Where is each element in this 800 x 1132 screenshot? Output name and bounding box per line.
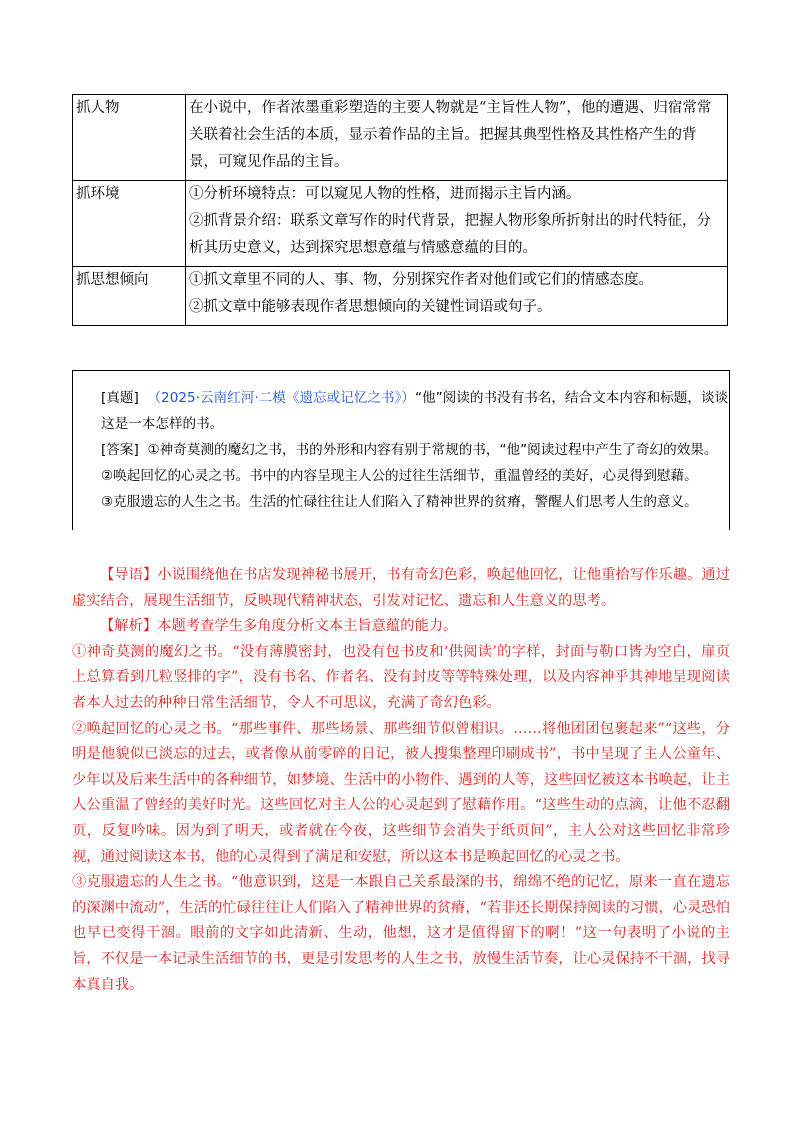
method-description — [186, 181, 728, 267]
analysis-label: 【解析】 — [100, 618, 158, 635]
question-box — [72, 370, 730, 530]
question-prompt: “他”阅读的书没有书名，结合文本内容和标题，谈谈这是一本怎样的书。 — [101, 390, 729, 432]
answer-point-3: ③克服遗忘的人生之书。生活的忙碌往往让人们陷入了精神世界的贫瘠，警醒人们思考人生的意义。 — [101, 494, 698, 510]
guide-paragraph — [72, 563, 730, 614]
method-name: 抓环境 — [73, 181, 186, 267]
answer-tag: [答案] — [101, 442, 139, 458]
analysis-text: 本题考查学生多角度分析文本主旨意蕴的能力。 — [157, 618, 458, 635]
method-line: ②抓背景介绍：联系文章写作的时代背景，把握人物形象所折射出的时代特征，分析其历史意义，达到探究思想意蕴与情感意蕴的目的。 — [189, 213, 711, 256]
method-line: ②抓文章中能够表现作者思想倾向的关键性词语或句子。 — [189, 299, 552, 315]
answer-point-2: ②唤起回忆的心灵之书。书中的内容呈现主人公的过往生活细节，重温曾经的美好，心灵得到慰藉。 — [101, 468, 698, 484]
analysis-section — [72, 563, 730, 998]
method-line: ①抓文章里不同的人、事、物，分别探究作者对他们或它们的情感态度。 — [189, 272, 653, 288]
methods-table — [72, 94, 728, 326]
method-description — [186, 267, 728, 326]
analysis-point-3: ③克服遗忘的人生之书。“他意识到，这是一本跟自己关系最深的书，绵绵不绝的记忆，原来一直在遗忘的深渊中流动”，生活的忙碌往往让人们陷入了精神世界的贫瘠，“若非还长期保持阅读的习惯，心灵恐怕也早已变得干涸。眼前的文字如此清新、生动，他想，这才是值得留下的啊！”这一句表明了小说的主旨，不仅是一本记录生活细节的书，更是引发思考的人生之书，放慢生活节奏，让心灵保持不干涸，找寻本真自我。 — [72, 874, 730, 993]
method-description — [186, 95, 728, 181]
guide-label: 【导语】 — [100, 567, 158, 583]
method-line: ①分析环境特点：可以窥见人物的性格，进而揭示主旨内涵。 — [189, 186, 581, 202]
analysis-paragraph — [72, 614, 730, 640]
guide-text: 小说围绕他在书店发现神秘书展开，书有奇幻色彩，唤起他回忆，让他重拾写作乐趣。通过虚实结合，展现生活细节，反映现代精神状态，引发对记忆、遗忘和人生意义的思考。 — [72, 567, 731, 609]
table-row — [73, 95, 728, 181]
question-text — [73, 385, 729, 437]
question-tag: [真题] — [101, 390, 139, 406]
table-row — [73, 181, 728, 267]
method-name: 抓人物 — [73, 95, 186, 181]
analysis-point-1: ①神奇莫测的魔幻之书。“没有薄膜密封，也没有包书皮和‘供阅读’的字样，封面与勒口皆为空白，扉页上总算看到几粒竖排的字”，没有书名、作者名、没有封皮等等特殊处理，以及内容神乎其神地呈现阅读者本人过去的种种日常生活细节，令人不可思议，充满了奇幻色彩。 — [72, 643, 730, 711]
method-line: 在小说中，作者浓墨重彩塑造的主要人物就是“主旨性人物”，他的遭遇、归宿常常关联着社会生活的本质，显示着作品的主旨。把握其典型性格及其性格产生的背景，可窥见作品的主旨。 — [189, 100, 712, 170]
method-name: 抓思想倾向 — [73, 267, 186, 326]
answer-point-1: ①神奇莫测的魔幻之书，书的外形和内容有别于常规的书，“他”阅读过程中产生了奇幻的效果。 — [147, 442, 718, 458]
analysis-point-2: ②唤起回忆的心灵之书。“那些事件、那些场景、那些细节似曾相识。……将他团团包裹起来”“这些，分明是他貌似已淡忘的过去，或者像从前零碎的日记，被人搜集整理印刷成书”，书中呈现了主人公童年、少年以及后来生活中的各种细节，如梦境、生活中的小物件、遇到的人等，这些回忆被这本书唤起，让主人公重温了曾经的美好时光。这些回忆对主人公的心灵起到了慰藉作用。“这些生动的点滴，让他不忍翻页，反复吟味。因为到了明天，或者就在今夜，这些细节会消失于纸页间”，主人公对这些回忆非常珍视，通过阅读这本书，他的心灵得到了满足和安慰，所以这本书是唤起回忆的心灵之书。 — [72, 720, 730, 865]
table-row — [73, 267, 728, 326]
answer-text — [73, 437, 729, 463]
question-source-link[interactable]: （2025·云南红河·二模《遗忘或记忆之书》） — [147, 390, 415, 406]
